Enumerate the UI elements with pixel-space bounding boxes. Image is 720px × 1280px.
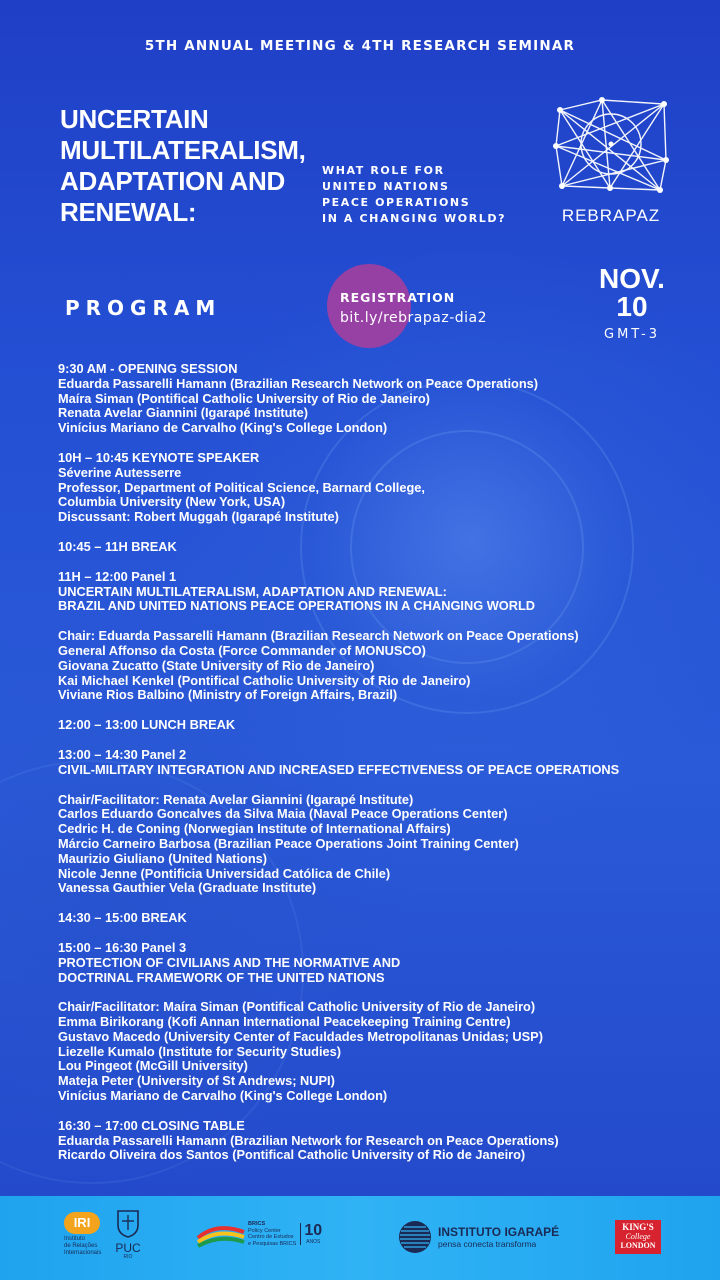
- topic-line: BRAZIL AND UNITED NATIONS PEACE OPERATIONS IN A CHANGING WORLD: [58, 598, 536, 614]
- participant-line: Vanessa Gauthier Vela (Graduate Institute): [58, 880, 317, 896]
- participant-line: Márcio Carneiro Barbosa (Brazilian Peace Operations Joint Training Center): [58, 835, 519, 851]
- participant-line: Liezelle Kumalo (Institute for Security Studies): [58, 1043, 341, 1059]
- participant-line: Columbia University (New York, USA): [58, 494, 286, 510]
- schedule-block: [58, 1119, 708, 1163]
- program-heading: PROGRAM: [65, 296, 222, 320]
- topic-line: PROTECTION OF CIVILIANS AND THE NORMATIVE AND: [58, 954, 401, 970]
- topic-line: DOCTRINAL FRAMEWORK OF THE UNITED NATIONS: [58, 969, 385, 985]
- participant-line: Ricardo Oliveira dos Santos (Pontifical Catholic University of Rio de Janeiro): [58, 1147, 526, 1163]
- schedule-block: [58, 540, 708, 555]
- participant-line: Maurizio Giuliano (United Nations): [58, 850, 268, 866]
- schedule-block: [58, 570, 708, 703]
- puc-sub: RIO: [123, 1254, 133, 1260]
- event-subtitle: 5TH ANNUAL MEETING & 4TH RESEARCH SEMINAR: [144, 38, 576, 54]
- kings-text: College: [625, 1232, 651, 1241]
- question-line: UNITED NATIONS: [322, 180, 450, 193]
- kings-text: KING'S: [622, 1222, 654, 1232]
- participant-line: General Affonso da Costa (Force Commander of MONUSCO): [58, 642, 426, 658]
- iri-text: de Relações: [64, 1243, 98, 1249]
- puc-label: PUC: [115, 1241, 141, 1255]
- iri-logo: [64, 1212, 101, 1257]
- participant-line: Chair: Eduarda Passarelli Hamann (Brazilian Research Network on Peace Operations): [58, 628, 579, 644]
- event-question: [322, 163, 532, 227]
- brics-years-label: ANOS: [306, 1239, 321, 1245]
- session-heading: 14:30 – 15:00 BREAK: [58, 910, 187, 926]
- rebrapaz-logo-text: REBRAPAZ: [561, 206, 661, 225]
- date-month: NOV.: [599, 263, 665, 294]
- schedule-block: [58, 451, 708, 525]
- brics-swoosh-icon: [196, 1218, 246, 1250]
- participant-line: Nicole Jenne (Pontificia Universidad Católica de Chile): [58, 865, 391, 881]
- session-heading: 9:30 AM - OPENING SESSION: [58, 361, 238, 376]
- igarape-logo: [398, 1220, 559, 1254]
- brics-text: Centro de Estudos: [248, 1234, 294, 1240]
- rebrapaz-logo-icon: [552, 96, 670, 196]
- registration-link[interactable]: bit.ly/rebrapaz-dia2: [340, 310, 488, 326]
- brics-logo: [196, 1218, 322, 1250]
- title-line: ADAPTATION AND: [60, 166, 285, 196]
- participant-line: Professor, Department of Political Science, Barnard College,: [58, 479, 425, 495]
- participant-line: Séverine Autesserre: [58, 464, 182, 480]
- question-line: WHAT ROLE FOR: [322, 164, 445, 177]
- participant-line: Giovana Zucatto (State University of Rio de Janeiro): [58, 657, 375, 673]
- registration-label: REGISTRATION: [340, 290, 456, 305]
- participant-line: Chair/Facilitator: Renata Avelar Giannini (Igarapé Institute): [58, 791, 414, 807]
- date-day: 10: [616, 291, 648, 322]
- session-topic: [58, 585, 708, 615]
- participant-line: Chair/Facilitator: Maíra Siman (Pontifical Catholic University of Rio de Janeiro): [58, 999, 536, 1015]
- title-line: MULTILATERALISM,: [60, 135, 306, 165]
- session-topic: [58, 763, 708, 778]
- sponsor-footer: [0, 1196, 720, 1280]
- iri-mark: IRI: [64, 1212, 100, 1234]
- brics-text: BRICS: [248, 1221, 266, 1227]
- puc-logo: [112, 1208, 144, 1260]
- iri-text: Instituto: [64, 1236, 86, 1242]
- schedule-block: [58, 941, 708, 1104]
- session-heading: 12:00 – 13:00 LUNCH BREAK: [58, 717, 236, 733]
- schedule-block: [58, 911, 708, 926]
- session-heading: 11H – 12:00 Panel 1: [58, 568, 177, 584]
- schedule-block: [58, 748, 708, 896]
- participant-line: Vinícius Mariano de Carvalho (King's College London): [58, 1088, 388, 1104]
- topic-line: UNCERTAIN MULTILATERALISM, ADAPTATION AND RENEWAL:: [58, 583, 447, 599]
- puc-crest-icon: [113, 1208, 143, 1238]
- participant-line: Carlos Eduardo Goncalves da Silva Maia (Naval Peace Operations Center): [58, 806, 508, 822]
- igarape-globe-icon: [398, 1220, 432, 1254]
- iri-text: Internacionais: [64, 1250, 102, 1256]
- session-topic: [58, 956, 708, 986]
- participant-line: Renata Avelar Giannini (Igarapé Institute): [58, 405, 309, 421]
- session-heading: 10H – 10:45 KEYNOTE SPEAKER: [58, 449, 260, 465]
- session-heading: 16:30 – 17:00 CLOSING TABLE: [58, 1117, 245, 1133]
- event-title: [60, 104, 320, 228]
- participant-line: Discussant: Robert Muggah (Igarapé Institute): [58, 509, 339, 525]
- igarape-name: INSTITUTO IGARAPÉ: [438, 1225, 560, 1239]
- participant-line: Eduarda Passarelli Hamann (Brazilian Network for Research on Peace Operations): [58, 1132, 559, 1148]
- date-timezone: GMT-3: [604, 327, 660, 342]
- participant-line: Cedric H. de Coning (Norwegian Institute of International Affairs): [58, 821, 451, 837]
- brics-text: e Pesquisas BRICS: [248, 1240, 297, 1247]
- schedule: [58, 362, 708, 1178]
- participant-line: Viviane Rios Balbino (Ministry of Foreign Affairs, Brazil): [58, 687, 398, 703]
- brics-text: Policy Center: [248, 1227, 281, 1234]
- topic-line: CIVIL-MILITARY INTEGRATION AND INCREASED EFFECTIVENESS OF PEACE OPERATIONS: [58, 761, 620, 777]
- brics-years: 10: [304, 1222, 323, 1239]
- participant-line: Eduarda Passarelli Hamann (Brazilian Research Network on Peace Operations): [58, 375, 539, 391]
- schedule-block: [58, 362, 708, 436]
- question-line: PEACE OPERATIONS: [322, 196, 471, 209]
- session-heading: 10:45 – 11H BREAK: [58, 538, 177, 554]
- schedule-block: [58, 718, 708, 733]
- participant-line: Emma Birikorang (Kofi Annan International Peacekeeping Training Centre): [58, 1014, 511, 1030]
- igarape-tagline: pensa conecta transforma: [438, 1239, 537, 1249]
- session-heading: 15:00 – 16:30 Panel 3: [58, 939, 187, 955]
- title-line: RENEWAL:: [60, 197, 197, 227]
- participant-line: Kai Michael Kenkel (Pontifical Catholic University of Rio de Janeiro): [58, 672, 471, 688]
- registration-circle: [327, 264, 411, 348]
- participant-line: Vinícius Mariano de Carvalho (King's College London): [58, 420, 388, 436]
- title-line: UNCERTAIN: [60, 104, 209, 134]
- participant-line: Lou Pingeot (McGill University): [58, 1058, 248, 1074]
- participant-line: Gustavo Macedo (University Center of Faculdades Metropolitanas Unidas; USP): [58, 1028, 543, 1044]
- participant-line: Mateja Peter (University of St Andrews; NUPI): [58, 1073, 335, 1089]
- kings-college-logo: [615, 1220, 661, 1254]
- session-heading: 13:00 – 14:30 Panel 2: [58, 746, 187, 762]
- question-line: IN A CHANGING WORLD?: [322, 212, 507, 225]
- participant-line: Maíra Siman (Pontifical Catholic University of Rio de Janeiro): [58, 390, 430, 406]
- kings-text: LONDON: [620, 1241, 656, 1250]
